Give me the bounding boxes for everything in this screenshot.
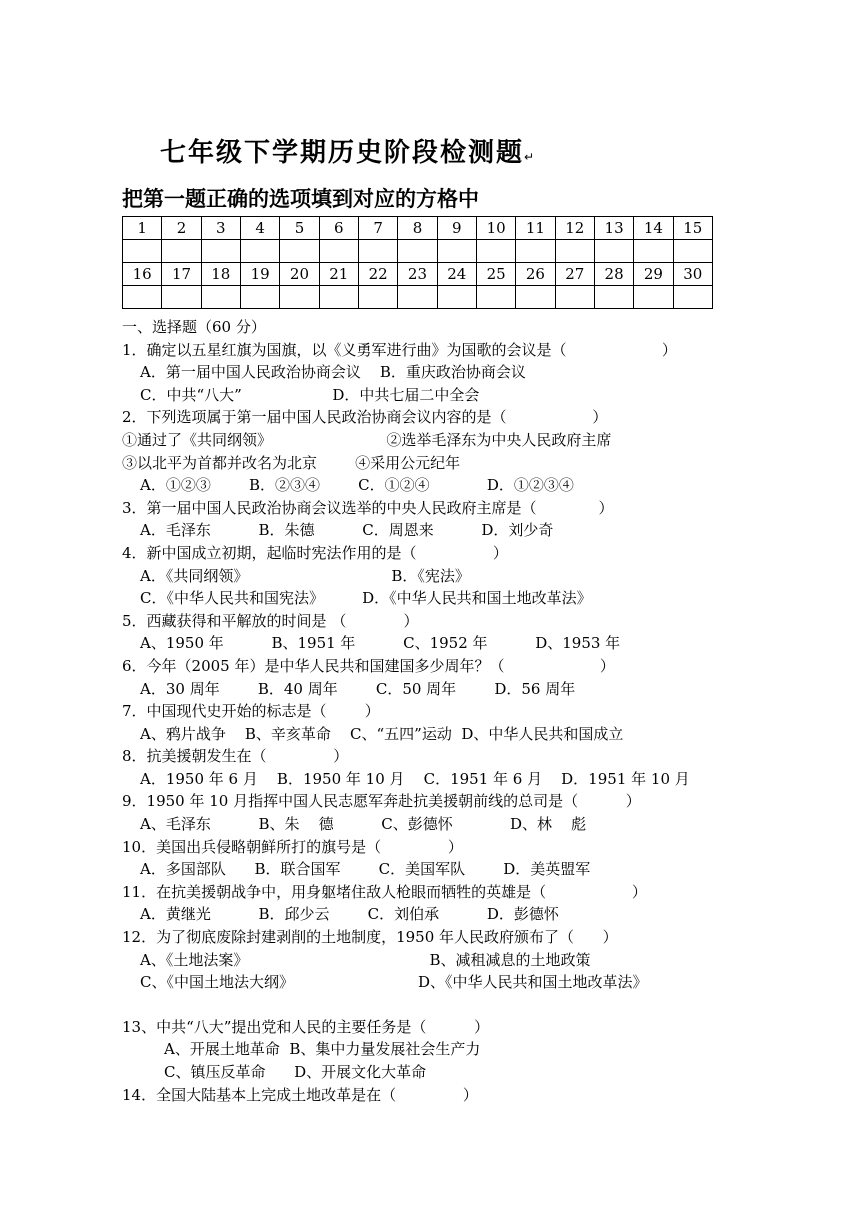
- question: 2．下列选项属于第一届中国人民政治协商会议内容的是（ ）: [122, 408, 608, 427]
- question: 14．全国大陆基本上完成土地改革是在（ ）: [122, 1085, 478, 1104]
- answer-cell[interactable]: [240, 286, 279, 309]
- question: 8．抗美援朝发生在（ ）: [122, 747, 349, 766]
- paragraph-mark-icon: ↵: [524, 150, 537, 164]
- answer-cell[interactable]: [437, 240, 476, 263]
- question: 9．1950 年 10 月指挥中国人民志愿军奔赴抗美援朝前线的总司是（ ）: [122, 792, 641, 811]
- grid-number: 23: [398, 263, 437, 286]
- grid-number: 10: [476, 217, 515, 240]
- answer-cell[interactable]: [476, 240, 515, 263]
- answer-cell[interactable]: [358, 240, 397, 263]
- answer-cell[interactable]: [476, 286, 515, 309]
- question-options: A、毛泽东 B、朱 德 C、彭德怀 D、林 彪: [140, 815, 587, 834]
- question-options: A．毛泽东 B．朱德 C．周恩来 D．刘少奇: [140, 521, 554, 540]
- answer-cell[interactable]: [280, 240, 319, 263]
- grid-number: 15: [673, 217, 712, 240]
- question: 10．美国出兵侵略朝鲜所打的旗号是（ ）: [122, 837, 463, 856]
- answer-cell[interactable]: [398, 286, 437, 309]
- answer-cell[interactable]: [162, 240, 201, 263]
- grid-number: 29: [634, 263, 673, 286]
- question-statements: ①通过了《共同纲领》 ②选举毛泽东为中央人民政府主席: [122, 430, 612, 449]
- answer-grid: [122, 216, 713, 309]
- question-options: A．《共同纲领》 B．《宪法》: [140, 566, 470, 585]
- page-title: [160, 132, 536, 169]
- answer-grid-number-row: [123, 263, 713, 286]
- grid-number: 22: [358, 263, 397, 286]
- answer-cell[interactable]: [437, 286, 476, 309]
- answer-cell[interactable]: [398, 240, 437, 263]
- grid-number: 4: [240, 217, 279, 240]
- grid-number: 5: [280, 217, 319, 240]
- question-options: C、镇压反革命 D、开展文化大革命: [164, 1063, 427, 1081]
- grid-number: 20: [280, 263, 319, 286]
- question-options: A、1950 年 B、1951 年 C、1952 年 D、1953 年: [140, 634, 621, 653]
- question-statements: ③以北平为首都并改名为北京 ④采用公元纪年: [122, 453, 461, 472]
- question-options: A．30 周年 B．40 周年 C．50 周年 D．56 周年: [140, 679, 576, 698]
- answer-cell[interactable]: [201, 240, 240, 263]
- answer-cell[interactable]: [280, 286, 319, 309]
- question: 3．第一届中国人民政治协商会议选举的中央人民政府主席是（ ）: [122, 498, 614, 517]
- grid-number: 30: [673, 263, 712, 286]
- answer-grid-number-row: [123, 217, 713, 240]
- question-options: C．中共“八大” D．中共七届二中全会: [140, 385, 480, 404]
- instruction-heading: 把第一题正确的选项填到对应的方格中: [122, 187, 479, 211]
- grid-number: 21: [319, 263, 358, 286]
- grid-number: 27: [555, 263, 594, 286]
- answer-cell[interactable]: [516, 240, 555, 263]
- answer-cell[interactable]: [201, 286, 240, 309]
- title-text: 七年级下学期历史阶段检测题: [160, 138, 525, 168]
- grid-number: 1: [123, 217, 162, 240]
- question: 11．在抗美援朝战争中，用身躯堵住敌人枪眼而牺牲的英雄是（ ）: [122, 882, 647, 901]
- grid-number: 2: [162, 217, 201, 240]
- question: 4．新中国成立初期，起临时宪法作用的是（ ）: [122, 543, 508, 562]
- question-list: [122, 316, 752, 1106]
- grid-number: 13: [594, 217, 633, 240]
- answer-cell[interactable]: [240, 240, 279, 263]
- grid-number: 19: [240, 263, 279, 286]
- answer-cell[interactable]: [162, 286, 201, 309]
- answer-cell[interactable]: [634, 240, 673, 263]
- grid-number: 8: [398, 217, 437, 240]
- grid-number: 24: [437, 263, 476, 286]
- question-options: A、鸦片战争 B、辛亥革命 C、“五四”运动 D、中华人民共和国成立: [140, 724, 624, 743]
- question: 6．今年（2005 年）是中华人民共和国建国多少周年？（ ）: [122, 656, 615, 675]
- grid-number: 9: [437, 217, 476, 240]
- question: 7．中国现代史开始的标志是（ ）: [122, 702, 380, 721]
- question-options: A．多国部队 B．联合国军 C．美国军队 D．美英盟军: [140, 860, 591, 879]
- question-options: A．黄继光 B．邱少云 C．刘伯承 D．彭德怀: [140, 905, 559, 924]
- answer-cell[interactable]: [516, 286, 555, 309]
- grid-number: 6: [319, 217, 358, 240]
- answer-grid-blank-row: [123, 286, 713, 309]
- question-options: C．《中华人民共和国宪法》 D．《中华人民共和国土地改革法》: [140, 589, 592, 608]
- answer-cell[interactable]: [634, 286, 673, 309]
- question: 5．西藏获得和平解放的时间是 （ ）: [122, 611, 419, 630]
- grid-number: 3: [201, 217, 240, 240]
- answer-cell[interactable]: [319, 286, 358, 309]
- answer-grid-blank-row: [123, 240, 713, 263]
- answer-cell[interactable]: [358, 286, 397, 309]
- question: 13、中共“八大”提出党和人民的主要任务是（ ）: [122, 1017, 490, 1036]
- question-options: A、开展土地革命 B、集中力量发展社会生产力: [164, 1040, 481, 1059]
- grid-number: 12: [555, 217, 594, 240]
- grid-number: 14: [634, 217, 673, 240]
- grid-number: 26: [516, 263, 555, 286]
- section-heading: 一、选择题（60 分）: [122, 318, 266, 336]
- answer-cell[interactable]: [123, 286, 162, 309]
- question-options: C、《中国土地法大纲》 D、《中华人民共和国土地改革法》: [140, 973, 648, 992]
- grid-number: 28: [594, 263, 633, 286]
- grid-number: 25: [476, 263, 515, 286]
- answer-cell[interactable]: [673, 240, 712, 263]
- answer-cell[interactable]: [555, 286, 594, 309]
- answer-cell[interactable]: [319, 240, 358, 263]
- answer-cell[interactable]: [594, 240, 633, 263]
- grid-number: 18: [201, 263, 240, 286]
- question-options: A．1950 年 6 月 B．1950 年 10 月 C．1951 年 6 月 D．1951 年 10 月: [140, 769, 690, 788]
- answer-cell[interactable]: [673, 286, 712, 309]
- grid-number: 16: [123, 263, 162, 286]
- question-options: A、《土地法案》 B、减租减息的土地政策: [140, 950, 591, 969]
- answer-cell[interactable]: [123, 240, 162, 263]
- grid-number: 17: [162, 263, 201, 286]
- answer-cell[interactable]: [555, 240, 594, 263]
- question: 12．为了彻底废除封建剥削的土地制度，1950 年人民政府颁布了（ ）: [122, 928, 618, 947]
- question-options: A．①②③ B．②③④ C．①②④ D．①②③④: [140, 476, 574, 495]
- blank-line: [122, 994, 752, 1016]
- question-options: A．第一届中国人民政治协商会议 B．重庆政治协商会议: [140, 363, 526, 382]
- answer-cell[interactable]: [594, 286, 633, 309]
- grid-number: 7: [358, 217, 397, 240]
- question: 1．确定以五星红旗为国旗，以《义勇军进行曲》为国歌的会议是（ ）: [122, 340, 677, 359]
- grid-number: 11: [516, 217, 555, 240]
